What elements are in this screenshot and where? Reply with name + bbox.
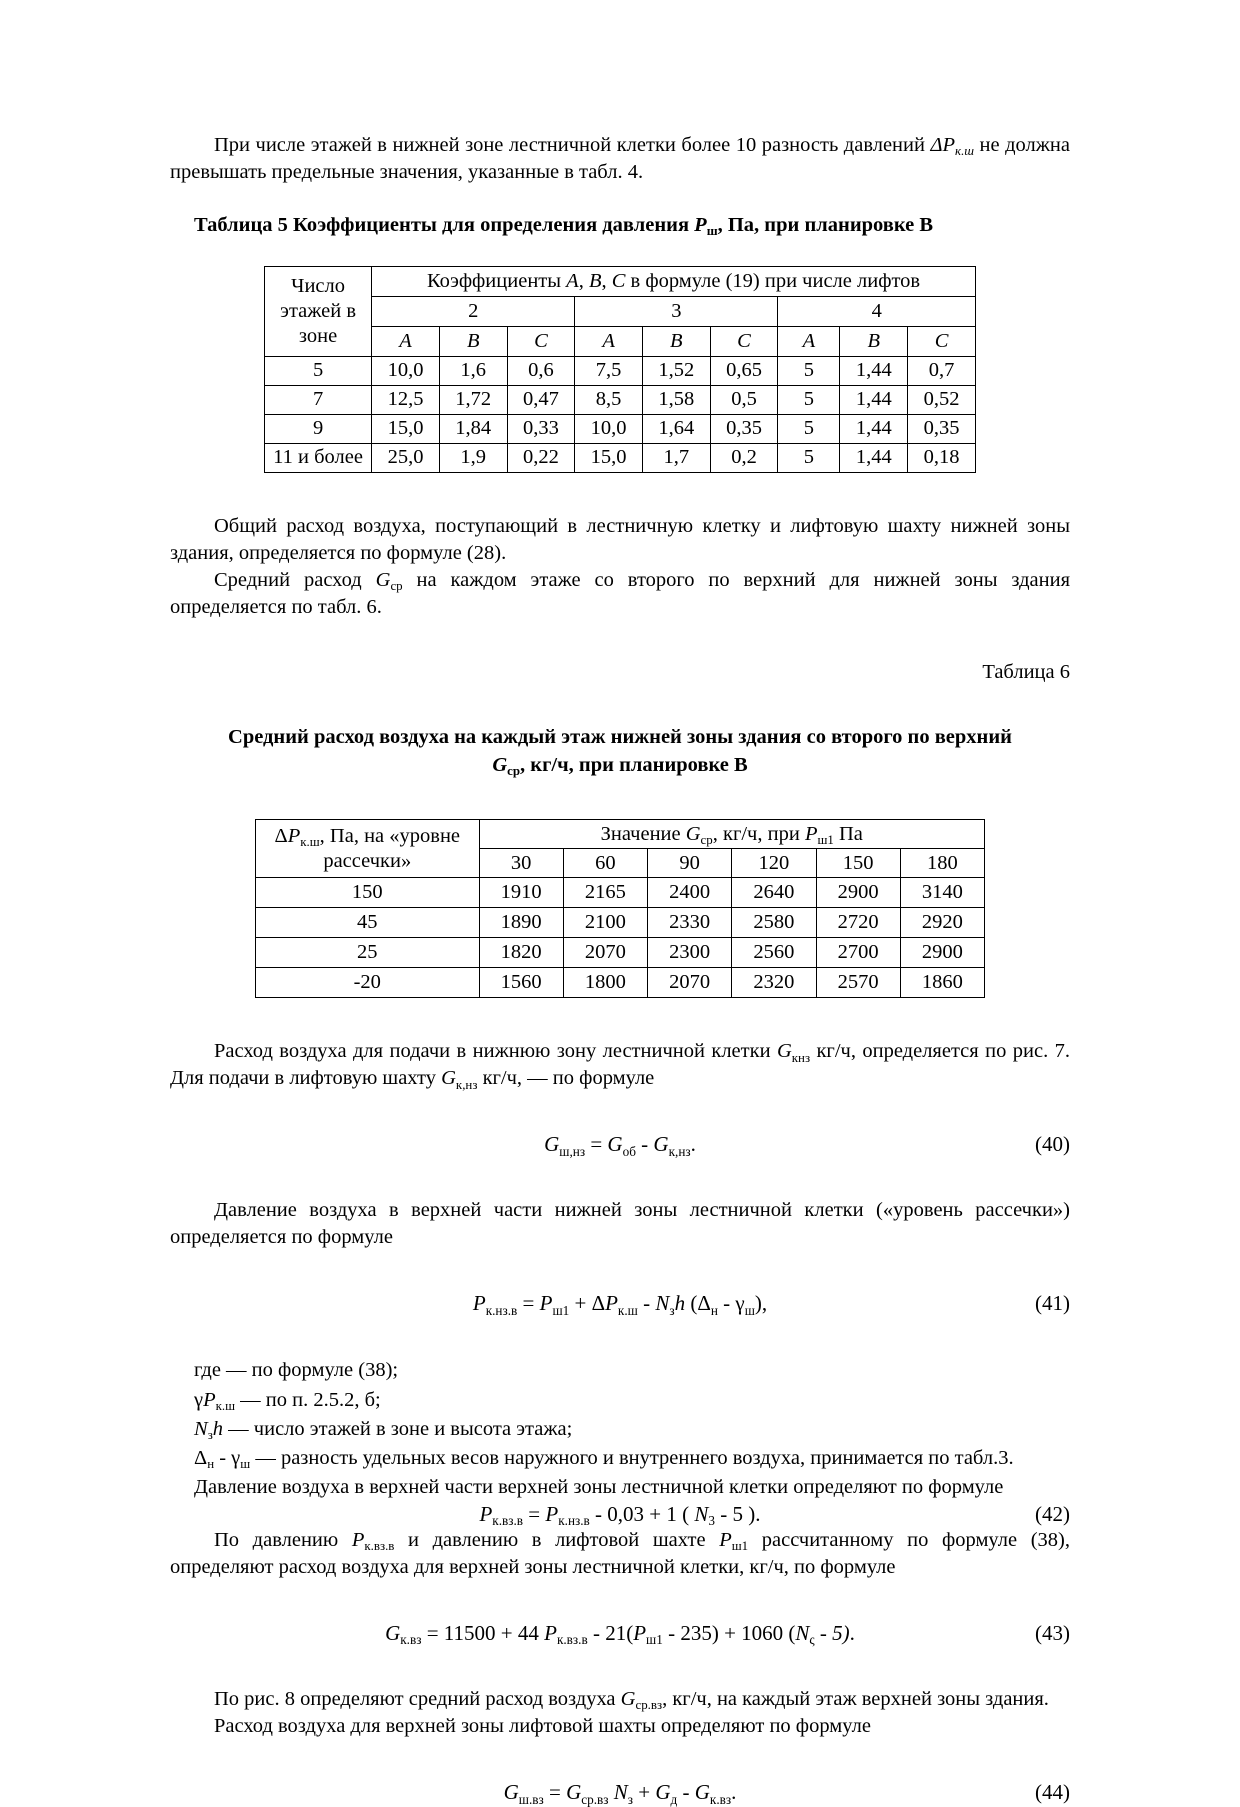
table5-coef-label-a2: A [575, 326, 643, 356]
table5-cell: 0,2 [710, 443, 778, 472]
table5-cell: 1,6 [439, 356, 507, 385]
table5-cell: 1,84 [439, 414, 507, 443]
table5-coef-label-c1: C [507, 326, 575, 356]
paragraph-fig8 [170, 1686, 1070, 1713]
formula-40-number: (40) [1035, 1132, 1070, 1157]
table6-row [256, 908, 985, 938]
table6-cell: 1890 [479, 908, 563, 938]
table5-header-row-3 [265, 326, 976, 356]
table6-cell: 2640 [732, 878, 816, 908]
table6-cell: 1560 [479, 968, 563, 998]
table5-cell: 1,44 [840, 414, 908, 443]
table5-cell: 1,9 [439, 443, 507, 472]
table6-col1-header-line1-post: , Па, на «уровне [319, 824, 461, 847]
table6-average-air-flow [255, 819, 985, 998]
table6-row [256, 968, 985, 998]
formula-41-expression: $P_{к.нз.в} = P_{ш1} + \Delta P_{к.ш} - N_зh$ $(\Delta_н - \gamma_ш)$, [472, 1291, 768, 1318]
table5-coef-label-a1: A [372, 326, 440, 356]
formula-43-number: (43) [1035, 1621, 1070, 1646]
paragraph-lower-zone-flow [170, 1038, 1070, 1092]
table6-caption-line1: Средний расход воздуха на каждый этаж нижней зоны здания со второго по верхний [228, 725, 1012, 748]
table5-cell: 0,18 [908, 443, 976, 472]
symbol-delta-p-ksh: $\Delta P_{к.ш}$ [930, 134, 975, 159]
table6-header-row-1 [256, 820, 985, 849]
table5-cell: 0,35 [908, 414, 976, 443]
where-line-3-text: — число этажей в зоне и высота этажа; [223, 1417, 573, 1440]
table6-row [256, 878, 985, 908]
table5-cell: 10,0 [372, 356, 440, 385]
table6-cell: 2400 [648, 878, 732, 908]
paragraph-upper-zone-a: По давлению [214, 1529, 352, 1552]
table6-cell: 2700 [816, 938, 900, 968]
table6-cell: 2165 [563, 878, 647, 908]
table5-coef-label-b1: B [439, 326, 507, 356]
table5-cell: 1,44 [840, 356, 908, 385]
table5-lift-count-3: 3 [575, 296, 778, 326]
table5-cell: 1,44 [840, 443, 908, 472]
table5-cell: 1,72 [439, 385, 507, 414]
paragraph-lower-zone-c: кг/ч, — по формуле [477, 1067, 655, 1090]
table6-row-label: 45 [256, 908, 480, 938]
table5-coef-label-b2: B [642, 326, 710, 356]
table5-cell: 1,58 [642, 385, 710, 414]
table5-cell: 0,52 [908, 385, 976, 414]
table6-span-symbol-psh1: $P_{ш1}$ [804, 822, 834, 848]
table5-row [265, 385, 976, 414]
table5-cell: 1,7 [642, 443, 710, 472]
table5-coefficients [264, 266, 976, 473]
paragraph-lower-zone-b: кг/ч, определяется по рис. 7. Для подачи в лифтовую шахту [170, 1040, 1070, 1090]
formula-41-number: (41) [1035, 1291, 1070, 1316]
table6-span-header [479, 820, 984, 849]
table6-row-label: 25 [256, 938, 480, 968]
paragraph-fig8-a: По рис. 8 определяют средний расход воздуха [214, 1688, 621, 1711]
where-line-4-text: — разность удельных весов наружного и внутреннего воздуха, принимается по табл.3. [250, 1446, 1014, 1469]
where-line-3-symbol: $N_зh$ [194, 1417, 224, 1442]
paragraph-pressure-upper-part: Давление воздуха в верхней части нижней зоны лестничной клетки («уровень рассечки») определяется по формуле [170, 1199, 1070, 1249]
paragraph-upper-zone-c: рассчитанному по формуле (38), определяют расход воздуха для верхней зоны лестничной клетки, кг/ч, по формуле [170, 1529, 1071, 1579]
table5-cell: 5 [778, 414, 840, 443]
symbol-g-srvz: $G_{ср.вз}$ [620, 1688, 663, 1713]
formula-43 [170, 1621, 1070, 1646]
table6-number-label: Таблица 6 [982, 660, 1070, 683]
table5-caption-symbol: $P_ш$ [694, 214, 718, 239]
table6-subheader: 150 [816, 849, 900, 878]
where-line-2-symbol: $\gamma P_{к.ш}$ [194, 1388, 236, 1413]
table6-cell: 2580 [732, 908, 816, 938]
table6-span-symbol-gsr: $G_{ср}$ [685, 822, 713, 848]
table6-cell: 2720 [816, 908, 900, 938]
table5-cell: 7,5 [575, 356, 643, 385]
table6-subheader: 180 [900, 849, 984, 878]
paragraph-fig8-b: , кг/ч, на каждый этаж верхней зоны здания. [662, 1688, 1049, 1711]
table6-cell: 2330 [648, 908, 732, 938]
table6-col1-header-line2: рассечки» [323, 849, 412, 872]
table5-rowheader-cell [265, 266, 372, 356]
table6-row [256, 938, 985, 968]
table5-cell: 0,7 [908, 356, 976, 385]
table5-cell: 0,65 [710, 356, 778, 385]
table5-header-row-1 [265, 266, 976, 296]
table5-cell: 15,0 [575, 443, 643, 472]
table5-row-label: 7 [265, 385, 372, 414]
table6-cell: 2560 [732, 938, 816, 968]
table5-row [265, 443, 976, 472]
table5-rowheader-line3: зоне [298, 324, 338, 347]
table5-cell: 1,44 [840, 385, 908, 414]
table6-cell: 2070 [648, 968, 732, 998]
formula-42-expression: $P_{к.вз.в} = P_{к.нз.в} - 0,03 + 1$ ( $N_3 - 5$ ). [479, 1502, 761, 1529]
paragraph-average-flow-a: Средний расход [214, 568, 376, 591]
table5-header-row-2 [265, 296, 976, 326]
table6-span-header-a: Значение [600, 822, 686, 845]
table5-lift-count-2: 2 [372, 296, 575, 326]
formula-44-expression: $G_{ш.вз} = G_{ср.вз}$ $N_з + G_д - G_{к.вз}$. [503, 1780, 737, 1807]
table6-caption-line2 [170, 752, 1070, 780]
table5-cell: 15,0 [372, 414, 440, 443]
table6-cell: 1820 [479, 938, 563, 968]
table6-cell: 1860 [900, 968, 984, 998]
where-line-4-symbol: $\Delta_н - \gamma_ш$ [194, 1446, 251, 1472]
table5-cell: 0,5 [710, 385, 778, 414]
paragraph-average-flow-b: на каждом этаже со второго по верхний для нижней зоны здания определяется по табл. 6. [170, 568, 1070, 618]
where-line-1: где — по формуле (38); [194, 1359, 399, 1382]
table5-cell: 0,6 [507, 356, 575, 385]
table5-cell: 1,52 [642, 356, 710, 385]
paragraph-total-flow: Общий расход воздуха, поступающий в лестничную клетку и лифтовую шахту нижней зоны здания, определяется по формуле (28). [170, 514, 1070, 564]
table6-subheader: 30 [479, 849, 563, 878]
paragraph-intro-text-b: не должна превышать предельные значения, указанные в табл. 4. [170, 134, 1070, 184]
table5-cell: 12,5 [372, 385, 440, 414]
table5-rowheader-line1: Число [291, 274, 346, 297]
formula-43-expression: $G_{к.вз} = 11500 + 44$ $P_{к.вз.в} - 21(P_{ш1} - 235) + 1060$ $(N_\varsigma - 5)$. [385, 1621, 855, 1648]
table5-row-label: 9 [265, 414, 372, 443]
table5-row-label: 11 и более [265, 443, 372, 472]
table6-span-header-c: Па [833, 822, 863, 845]
paragraph-lower-zone-a: Расход воздуха для подачи в нижнюю зону лестничной клетки [214, 1040, 777, 1063]
table6-subheader: 90 [648, 849, 732, 878]
formula-44 [170, 1780, 1070, 1805]
table5-coef-label-c3: C [908, 326, 976, 356]
table6-cell: 2920 [900, 908, 984, 938]
where-line-3 [170, 1415, 1070, 1444]
table5-cell: 0,33 [507, 414, 575, 443]
paragraph-upper-zone-b: и давлению в лифтовой шахте [394, 1529, 720, 1552]
table6-cell: 2900 [900, 938, 984, 968]
symbol-g-knz: $G_{кнз}$ [776, 1040, 811, 1065]
table6-caption-line2-post: , кг/ч, при планировке В [520, 753, 748, 776]
table5-cell: 1,64 [642, 414, 710, 443]
table6-col1-header-line1: $\Delta P_{к.ш}$, Па, на «уровне [274, 824, 461, 850]
table5-cell: 0,35 [710, 414, 778, 443]
symbol-p-sh1: $P_{ш1}$ [719, 1529, 749, 1554]
table5-row [265, 414, 976, 443]
table6-col1-header [256, 820, 480, 878]
table6-cell: 3140 [900, 878, 984, 908]
symbol-g-k-nz: $G_{к,нз}$ [441, 1067, 478, 1092]
table5-rowheader-line2: этажей в [280, 299, 357, 322]
table5-cell: 5 [778, 356, 840, 385]
table6-cell: 1800 [563, 968, 647, 998]
table5-cell: 5 [778, 385, 840, 414]
table6-cell: 1910 [479, 878, 563, 908]
table6-subheader: 120 [732, 849, 816, 878]
table6-span-header-b: , кг/ч, при [712, 822, 805, 845]
line-pressure-upper-zone: Давление воздуха в верхней части верхней зоны лестничной клетки определяют по формуле [194, 1475, 1004, 1498]
paragraph-upper-zone-calc [170, 1527, 1070, 1581]
symbol-p-kvzv: $P_{к.вз.в}$ [351, 1529, 395, 1554]
table6-cell: 2570 [816, 968, 900, 998]
table5-lift-count-4: 4 [778, 296, 976, 326]
table5-caption-post: , Па, при планировке В [717, 214, 934, 237]
table5-cell: 25,0 [372, 443, 440, 472]
table6-row-label: -20 [256, 968, 480, 998]
formula-40 [170, 1132, 1070, 1157]
table6-cell: 2300 [648, 938, 732, 968]
table6-cell: 2070 [563, 938, 647, 968]
symbol-g-sr: $G_{ср}$ [375, 568, 403, 594]
table5-coef-label-a3: A [778, 326, 840, 356]
formula-44-number: (44) [1035, 1780, 1070, 1805]
paragraph-intro-text-a: При числе этажей в нижней зоне лестничной клетки более 10 разность давлений [214, 134, 931, 156]
table5-caption-pre: Таблица 5 Коэффициенты для определения давления [194, 214, 695, 237]
table5-cell: 10,0 [575, 414, 643, 443]
where-line-2 [170, 1386, 1070, 1415]
table5-span-header: Коэффициенты A, B, C в формуле (19) при числе лифтов [372, 266, 976, 296]
paragraph-intro [170, 132, 1070, 186]
table5-row [265, 356, 976, 385]
table6-caption-symbol: $G_{ср}$ [492, 753, 521, 778]
table5-cell: 0,47 [507, 385, 575, 414]
table5-cell: 5 [778, 443, 840, 472]
table5-row-label: 5 [265, 356, 372, 385]
paragraph-average-flow [170, 567, 1070, 621]
table5-cell: 0,22 [507, 443, 575, 472]
where-line-4 [170, 1444, 1070, 1473]
table6-cell: 2900 [816, 878, 900, 908]
where-line-2-text: — по п. 2.5.2, б; [235, 1388, 381, 1411]
table5-coef-label-b3: B [840, 326, 908, 356]
table6-cell: 2320 [732, 968, 816, 998]
table6-subheader: 60 [563, 849, 647, 878]
table5-coef-label-c2: C [710, 326, 778, 356]
table6-cell: 2100 [563, 908, 647, 938]
formula-41 [170, 1291, 1070, 1316]
formula-40-expression: $G_{ш,нз} = G_{об} - G_{к,нз}$. [544, 1132, 696, 1159]
table5-caption [170, 212, 1070, 240]
table5-cell: 8,5 [575, 385, 643, 414]
table6-row-label: 150 [256, 878, 480, 908]
formula-42-number: (42) [1035, 1502, 1070, 1527]
formula-42 [170, 1502, 1070, 1527]
paragraph-upper-shaft: Расход воздуха для верхней зоны лифтовой шахты определяют по формуле [214, 1715, 871, 1738]
